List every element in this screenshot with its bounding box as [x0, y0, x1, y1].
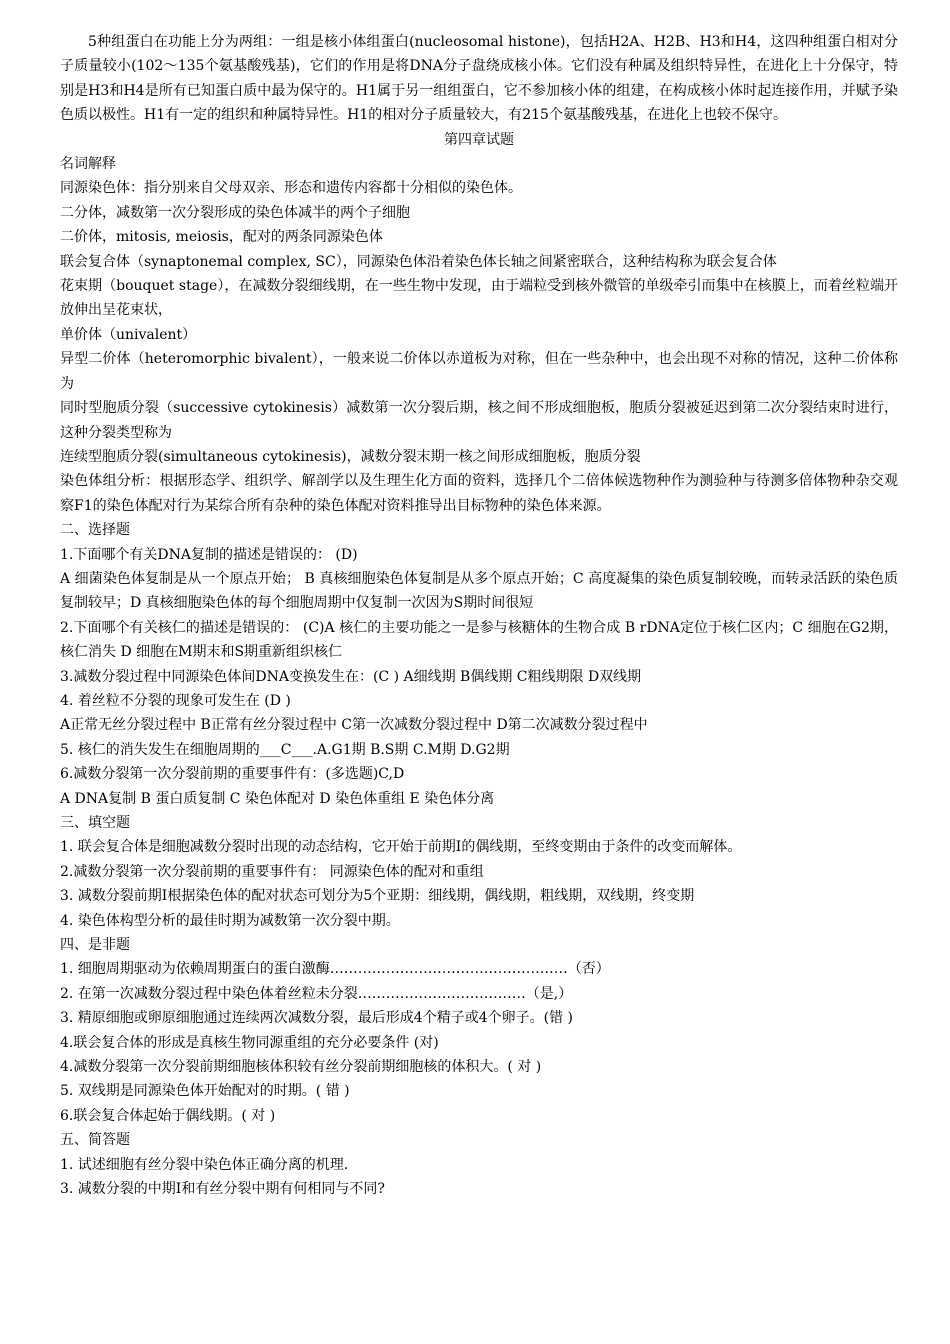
choice-heading: 二、选择题: [60, 522, 130, 539]
short-item: 1. 试述细胞有丝分裂中染色体正确分离的机理.: [60, 1156, 349, 1173]
fill-item: 1. 联会复合体是细胞减数分裂时出现的动态结构，它开始于前期Ⅰ的偶线期，至终变期由于条件的改变而解体。: [60, 839, 742, 856]
term-item: 单价体（univalent）: [60, 326, 197, 343]
short-item: 3. 减数分裂的中期Ⅰ和有丝分裂中期有何相同与不同?: [60, 1181, 385, 1198]
choice-item: A DNA复制 B 蛋白质复制 C 染色体配对 D 染色体重组 E 染色体分离: [60, 790, 495, 807]
fill-item: 4. 染色体构型分析的最佳时期为减数第一次分裂中期。: [60, 912, 400, 929]
judge-item: 1. 细胞周期驱动为依赖周期蛋白的蛋白激酶……………………………………………（否）: [60, 961, 610, 978]
choice-item: 4. 着丝粒不分裂的现象可发生在 (D ): [60, 692, 291, 709]
short-heading: 五、简答题: [60, 1132, 130, 1149]
fill-item: 2.减数分裂第一次分裂前期的重要事件有： 同源染色体的配对和重组: [60, 863, 484, 880]
term-item: 二价体，mitosis, meiosis，配对的两条同源染色体: [60, 229, 383, 246]
term-item: 联会复合体（synaptonemal complex, SC），同源染色体沿着染色体长轴之间紧密联合，这种结构称为联会复合体: [60, 253, 777, 270]
judge-item: 2. 在第一次减数分裂过程中染色体着丝粒未分裂………………………………（是,）: [60, 985, 573, 1002]
term-item: 连续型胞质分裂(simultaneous cytokinesis)，减数分裂末期一核之间形成细胞板，胞质分裂: [60, 448, 641, 465]
judge-item: 6.联会复合体起始于偶线期。( 对 ): [60, 1107, 276, 1124]
fill-item: 3. 减数分裂前期Ⅰ根据染色体的配对状态可划分为5个亚期：细线期，偶线期，粗线期，双线期，终变期: [60, 888, 695, 905]
term-item: 同时型胞质分裂（successive cytokinesis）减数第一次分裂后期，核之间不形成细胞板，胞质分裂被延迟到第二次分裂结束时进行，这种分裂类型称为: [60, 400, 898, 441]
term-item: 花束期（bouquet stage），在减数分裂细线期，在一些生物中发现，由于端粒受到核外微管的单级牵引而集中在核膜上，而着丝粒端开放伸出呈花束状，: [60, 278, 898, 319]
choice-item: A 细菌染色体复制是从一个原点开始； B 真核细胞染色体复制是从多个原点开始；C 高度凝集的染色质复制较晚，而转录活跃的染色质复制较早；D 真核细胞染色体的每个细胞周期中仅复制一次因为S期时间很短: [60, 570, 898, 612]
judge-item: 3. 精原细胞或卵原细胞通过连续两次减数分裂，最后形成4个精子或4个卵子。(错 ): [60, 1010, 573, 1027]
choice-item: A正常无丝分裂过程中 B正常有丝分裂过程中 C第一次减数分裂过程中 D第二次减数分裂过程中: [60, 717, 648, 734]
choice-item: 3.减数分裂过程中同源染色体间DNA变换发生在：(C ) A细线期 B偶线期 C粗线期限 D双线期: [60, 668, 642, 685]
fill-heading: 三、填空题: [60, 815, 130, 831]
choice-item: 1.下面哪个有关DNA复制的描述是错误的： (D): [60, 546, 358, 563]
chapter-title: 第四章试题: [444, 131, 514, 148]
choice-item: 2.下面哪个有关核仁的描述是错误的： (C)A 核仁的主要功能之一是参与核糖体的生物合成 B rDNA定位于核仁区内；C 细胞在G2期，核仁消失 D 细胞在M期末和S期重新组织核仁: [60, 619, 898, 661]
document-page: [60, 30, 898, 1202]
term-item: 异型二价体（heteromorphic bivalent），一般来说二价体以赤道板为对称，但在一些杂种中，也会出现不对称的情况，这种二价体称为: [60, 351, 898, 392]
terms-heading: 名词解释: [60, 156, 116, 173]
term-item: 同源染色体：指分别来自父母双亲、形态和遗传内容都十分相似的染色体。: [60, 180, 522, 197]
term-item: 二分体，减数第一次分裂形成的染色体减半的两个子细胞: [60, 204, 410, 221]
judge-item: 4.联会复合体的形成是真核生物同源重组的充分必要条件 (对): [60, 1034, 439, 1051]
intro-paragraph: 5种组蛋白在功能上分为两组：一组是核小体组蛋白(nucleosomal histone)，包括H2A、H2B、H3和H4，这四种组蛋白相对分子质量较小(102～135个氨基酸残基)，它们的作用是将DNA分子盘绕成核小体。它们没有种属及组织特异性，在进化上十分保守，特别是H3和H4是所有已知蛋白质中最为保守的。H1属于另一组组蛋白，它不参加核小体的组建，在构成核小体时起连接作用，并赋予染色质以极性。H1有一定的组织和种属特异性。H1的相对分子质量较大，有215个氨基酸残基，在进化上也较不保守。: [60, 34, 898, 124]
choice-item: 5. 核仁的消失发生在细胞周期的___C___.A.G1期 B.S期 C.M期 D.G2期: [60, 741, 510, 758]
judge-item: 4.减数分裂第一次分裂前期细胞核体积较有丝分裂前期细胞核的体积大。( 对 ): [60, 1059, 542, 1076]
choice-item: 6.减数分裂第一次分裂前期的重要事件有：(多选题)C,D: [60, 766, 405, 783]
judge-heading: 四、是非题: [60, 937, 130, 954]
judge-item: 5. 双线期是同源染色体开始配对的时期。( 错 ): [60, 1083, 350, 1100]
term-item: 染色体组分析：根据形态学、组织学、解剖学以及生理生化方面的资料，选择几个二倍体候选物种作为测验种与待测多倍体物种杂交观察F1的染色体配对行为某综合所有杂种的染色体配对资料推导出目标物种的染色体来源。: [60, 473, 898, 514]
